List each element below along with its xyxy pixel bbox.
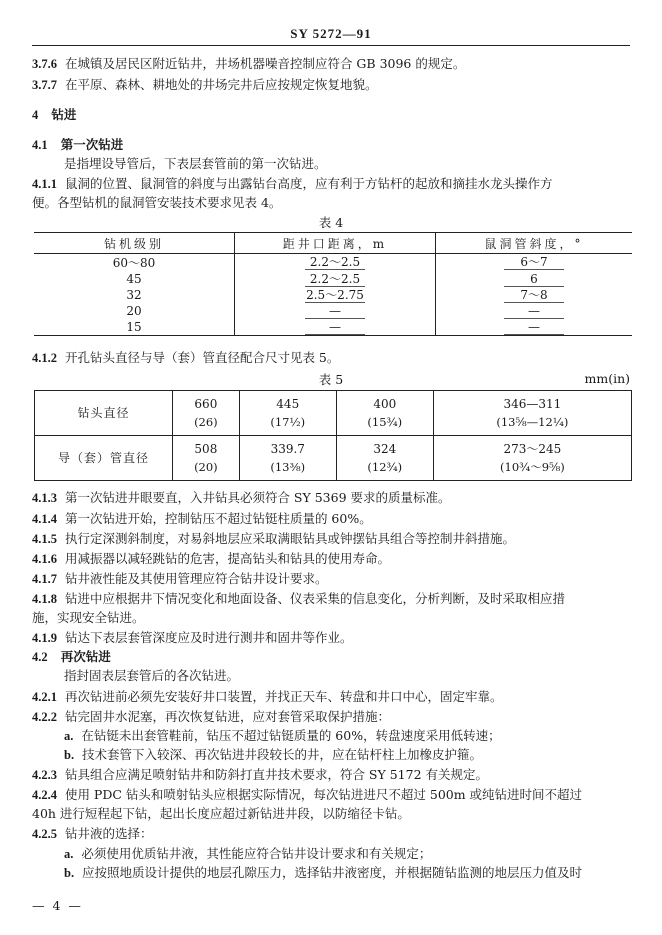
table-cell: — [436, 303, 633, 319]
table-4-caption: 表 4 [318, 215, 344, 230]
clause-4-1-1: 4.1.1 鼠洞的位置、鼠洞管的斜度与出露钻台高度，应有利于方钻杆的起放和摘挂水龙头操作方 [32, 176, 553, 191]
clause-4-2-4: 4.2.4 使用 PDC 钻头和喷射钻头应根据实际情况，每次钻进进尺不超过 500m 或纯钻进时间不超过 [32, 787, 583, 802]
table-cell: 2.2～2.5 [235, 271, 436, 287]
table-row [34, 287, 632, 303]
table-header-row [34, 233, 632, 254]
table-cell: — [235, 319, 436, 336]
clause-4-1-3: 4.1.3 第一次钻进井眼要直，入井钻具必须符合 SY 5369 要求的质量标准。 [32, 490, 451, 505]
clause-4-2-4-cont: 40h 进行短程起下钻，起出长度应超过新钻进井段，以防缩径卡钻。 [32, 806, 410, 821]
clause-4-2-1: 4.2.1 再次钻进前必须先安装好井口装置，并找正天车、转盘和井口中心，固定牢靠。 [32, 689, 503, 704]
table-5-unit: mm(in) [584, 371, 630, 386]
table-5 [34, 390, 632, 481]
table-cell: 60～80 [112, 256, 156, 270]
section-4-1-desc: 是指埋设导管后，下表层套管前的第一次钻进。 [64, 156, 327, 171]
table-cell: — [235, 303, 436, 319]
clause-4-2-2: 4.2.2 钻完固井水泥塞，再次恢复钻进，应对套管采取保护措施： [32, 709, 390, 724]
table-5-caption: 表 5 [318, 372, 344, 387]
clause-4-2-3: 4.2.3 钻具组合应满足喷射钻井和防斜打直井技术要求，符合 SY 5172 有关规定。 [32, 767, 489, 782]
table-header-cell: 距井口距离，m [235, 233, 436, 254]
table-cell: 346—311 (13⅝—12¼) [433, 391, 631, 436]
table-header-cell: 钻机级别 [34, 233, 235, 254]
clause-4-1-1-cont: 便。各型钻机的鼠洞管安装技术要求见表 4。 [32, 195, 282, 210]
table-row [34, 254, 632, 272]
header-rule [32, 45, 630, 46]
list-item: b. 应按照地质设计提供的地层孔隙压力，选择钻井液密度，并根据随钻监测的地层压力值及时 [64, 865, 583, 880]
clause-4-1-8: 4.1.8 钻进中应根据井下情况变化和地面设备、仪表采集的信息变化，分析判断，及时采取相应措 [32, 591, 565, 606]
table-4 [34, 232, 632, 336]
row-label: 导（套）管直径 [35, 436, 173, 481]
table-row [34, 271, 632, 287]
clause-4-1-2: 4.1.2 开孔钻头直径与导（套）管直径配合尺寸见表 5。 [32, 350, 340, 365]
table-header-cell: 鼠洞管斜度，° [436, 233, 633, 254]
table-cell: 7～8 [436, 287, 633, 303]
table-cell: 45 [126, 272, 142, 286]
clause-4-1-9: 4.1.9 钻达下表层套管深度应及时进行测井和固井等作业。 [32, 630, 353, 645]
row-label: 钻头直径 [35, 391, 173, 436]
list-item: b. 技术套管下入较深、再次钻进井段较长的井，应在钻杆柱上加橡皮护箍。 [64, 747, 483, 762]
section-4-heading: 4 钻进 [32, 107, 77, 122]
section-4-2-heading: 4.2 再次钻进 [32, 649, 111, 664]
table-row [35, 391, 632, 436]
clause-3-7-6: 3.7.6 在城镇及居民区附近钻井，井场机器噪音控制应符合 GB 3096 的规定。 [32, 56, 466, 71]
page-number: — 4 — [32, 898, 83, 913]
clause-4-1-4: 4.1.4 第一次钻进开始，控制钻压不超过钻铤柱质量的 60%。 [32, 511, 372, 526]
table-cell: — [436, 319, 633, 336]
table-cell: 6～7 [436, 254, 633, 272]
table-cell: 2.2～2.5 [235, 254, 436, 272]
table-cell: 400 (15¾) [336, 391, 433, 436]
table-cell: 32 [126, 288, 142, 302]
clause-4-1-8-cont: 施，实现安全钻进。 [32, 610, 145, 625]
clause-4-1-7: 4.1.7 钻井液性能及其使用管理应符合钻井设计要求。 [32, 571, 328, 586]
clause-4-1-5: 4.1.5 执行定深测斜制度，对易斜地层应采取满眼钻具或钟摆钻具组合等控制井斜措施。 [32, 531, 515, 546]
table-cell: 6 [436, 271, 633, 287]
table-row [35, 436, 632, 481]
table-cell: 660 (26) [173, 391, 240, 436]
section-4-1-heading: 4.1 第一次钻进 [32, 137, 124, 152]
table-cell: 445 (17½) [239, 391, 336, 436]
list-item: a. 必须使用优质钻井液，其性能应符合钻井设计要求和有关规定； [64, 846, 432, 861]
table-cell: 339.7 (13⅜) [239, 436, 336, 481]
table-row [34, 319, 632, 336]
table-cell: 508 (20) [173, 436, 240, 481]
page-header: SY 5272—91 [290, 26, 372, 41]
section-4-2-desc: 指封固表层套管后的各次钻进。 [64, 668, 240, 683]
list-item: a. 在钻铤未出套管鞋前，钻压不超过钻铤质量的 60%，转盘速度采用低转速； [64, 728, 501, 743]
clause-4-1-6: 4.1.6 用减振器以减轻跳钻的危害，提高钻头和钻具的使用寿命。 [32, 551, 390, 566]
table-cell: 15 [126, 320, 142, 334]
table-cell: 324 (12¾) [336, 436, 433, 481]
table-row [34, 303, 632, 319]
table-cell: 20 [126, 304, 142, 318]
table-cell: 273～245 (10¾～9⅝) [433, 436, 631, 481]
table-cell: 2.5～2.75 [235, 287, 436, 303]
clause-3-7-7: 3.7.7 在平原、森林、耕地处的井场完井后应按规定恢复地貌。 [32, 77, 378, 92]
clause-4-2-5: 4.2.5 钻井液的选择： [32, 826, 153, 841]
